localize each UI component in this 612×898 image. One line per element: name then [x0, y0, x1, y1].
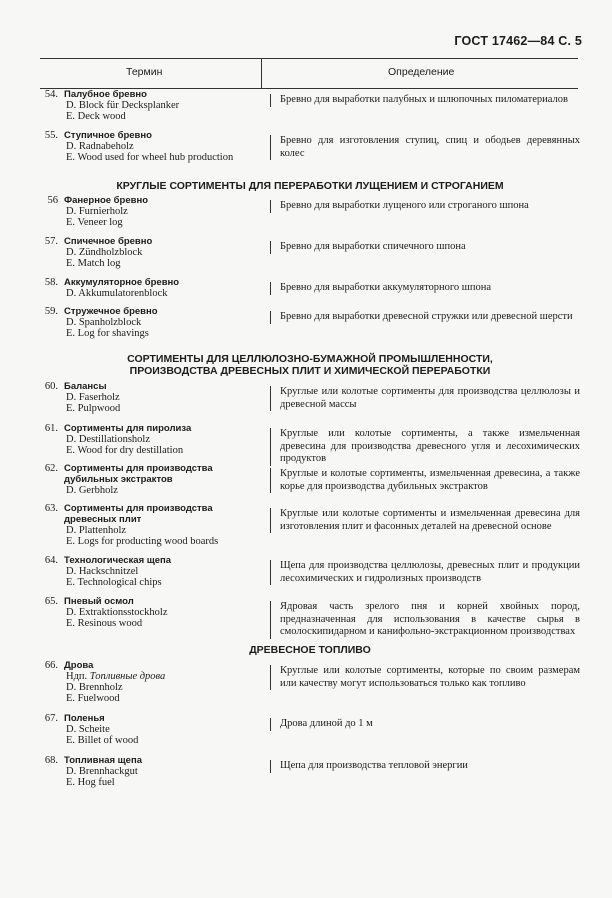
term-name: Палубное бревно: [64, 89, 147, 100]
term-name: Спичечное бревно: [64, 236, 153, 247]
term-cell: [40, 236, 256, 269]
term-english: E. Deck wood: [66, 111, 126, 122]
term-cell: [40, 555, 256, 588]
entry-number: 68.: [44, 755, 58, 766]
term-cell: [40, 195, 256, 228]
term-definition: Ядровая часть зрелого пня и корней хвойных пород, предназначенная для использования в качестве сырья в смолоскипидарном и канифольно-экстракционном производствах: [270, 601, 580, 639]
entry-number: 61.: [44, 423, 58, 434]
section-heading-peeling: КРУГЛЫЕ СОРТИМЕНТЫ ДЛЯ ПЕРЕРАБОТКИ ЛУЩЕНИЕМ И СТРОГАНИЕМ: [116, 180, 504, 192]
term-german: D. Destillationsholz: [66, 434, 150, 445]
entry-number: 60.: [44, 381, 58, 392]
term-german: D. Plattenholz: [66, 525, 127, 536]
term-cell: [40, 306, 256, 339]
section-heading-line-1: СОРТИМЕНТЫ ДЛЯ ЦЕЛЛЮЛОЗНО-БУМАЖНОЙ ПРОМЫШЛЕННОСТИ,: [127, 353, 493, 365]
section-heading-pulp-paper: [40, 353, 580, 377]
term-german: D. Spanholzblock: [66, 317, 142, 328]
term-name: Аккумуляторное бревно: [64, 277, 180, 288]
column-header-term: Термин: [126, 66, 163, 78]
term-cell: [40, 660, 256, 704]
entry-number: 56: [47, 195, 58, 206]
term-definition: Бревно для изготовления ступиц, спиц и ободьев деревянных колес: [270, 135, 580, 160]
term-cell: [40, 713, 256, 746]
term-cell: [40, 277, 256, 299]
term-deprecated: [40, 671, 256, 682]
term-english: E. Pulpwood: [66, 403, 121, 414]
term-german: D. Scheite: [66, 724, 110, 735]
term-definition: Бревно для выработки древесной стружки или древесной шерсти: [270, 311, 580, 324]
deprecated-term: Топливные дрова: [89, 671, 166, 682]
term-english: E. Technological chips: [66, 577, 162, 588]
term-german: D. Akkumulatorenblock: [66, 288, 168, 299]
term-name: Дрова: [64, 660, 94, 671]
term-definition: Бревно для выработки палубных и шлюпочных пиломатериалов: [270, 94, 580, 107]
section-heading-fuel-wood: ДРЕВЕСНОЕ ТОПЛИВО: [249, 644, 371, 656]
entry-number: 55.: [44, 130, 58, 141]
term-english: E. Billet of wood: [66, 735, 139, 746]
entry-number: 63.: [44, 503, 58, 514]
term-name: Сортименты для производства древесных плит: [64, 503, 213, 525]
term-english: E. Logs for producting wood boards: [66, 536, 219, 547]
term-name: Ступичное бревно: [64, 130, 152, 141]
term-german: D. Extraktionsstockholz: [66, 607, 168, 618]
term-name: Пневый осмол: [64, 596, 134, 607]
term-german: D. Hackschnitzel: [66, 566, 139, 577]
term-german: D. Brennhackgut: [66, 766, 138, 777]
term-english: E. Log for shavings: [66, 328, 149, 339]
term-english: E. Veneer log: [66, 217, 123, 228]
term-english: E. Fuelwood: [66, 693, 120, 704]
term-cell: [40, 130, 256, 163]
term-english: E. Hog fuel: [66, 777, 115, 788]
term-name: Сортименты для пиролиза: [64, 423, 192, 434]
term-cell: [40, 463, 256, 496]
term-english: E. Resinous wood: [66, 618, 143, 629]
term-definition: Круглые и колотые сортименты, измельченная древесина, а также корье для производства дубильных экстрактов: [270, 468, 580, 493]
term-definition: Щепа для производства тепловой энергии: [270, 760, 580, 773]
term-name: Балансы: [64, 381, 107, 392]
term-definition: Круглые или колотые сортименты, которые по своим размерам или качеству могут использоваться только как топливо: [270, 665, 580, 690]
term-definition: Щепа для производства целлюлозы, древесных плит и продукции лесохимических и гидролизных производств: [270, 560, 580, 585]
term-cell: [40, 423, 256, 456]
term-name: Фанерное бревно: [64, 195, 149, 206]
column-header-definition: Определение: [388, 66, 455, 78]
entry-number: 58.: [44, 277, 58, 288]
entry-number: 65.: [44, 596, 58, 607]
table-header-divider: [261, 58, 262, 88]
table-top-rule: [40, 58, 578, 59]
page-header-doc-code: ГОСТ 17462—84 С. 5: [454, 34, 582, 48]
entry-number: 64.: [44, 555, 58, 566]
term-german: D. Faserholz: [66, 392, 120, 403]
entry-number: 62.: [44, 463, 58, 474]
term-german: D. Block für Decksplanker: [66, 100, 180, 111]
term-definition: Круглые или колотые сортименты, а также измельченная древесина для производства древесного угля и лесохимических продуктов: [270, 428, 580, 466]
entry-number: 67.: [44, 713, 58, 724]
term-definition: Бревно для выработки спичечного шпона: [270, 241, 580, 254]
term-german: D. Furnierholz: [66, 206, 128, 217]
term-cell: [40, 596, 256, 629]
term-definition: Дрова длиной до 1 м: [270, 718, 580, 731]
entry-number: 66.: [44, 660, 58, 671]
term-german: D. Radnabeholz: [66, 141, 134, 152]
term-definition: Круглые или колотые сортименты для производства целлюлозы и древесной массы: [270, 386, 580, 411]
term-name: Топливная щепа: [64, 755, 142, 766]
term-german: D. Zündholzblock: [66, 247, 143, 258]
term-cell: [40, 503, 256, 547]
term-cell: [40, 755, 256, 788]
term-german: D. Brennholz: [66, 682, 123, 693]
term-definition: Бревно для выработки аккумуляторного шпона: [270, 282, 580, 295]
term-definition: Бревно для выработки лущеного или строганого шпона: [270, 200, 580, 213]
entry-number: 57.: [44, 236, 58, 247]
section-heading-line-2: ПРОИЗВОДСТВА ДРЕВЕСНЫХ ПЛИТ И ХИМИЧЕСКОЙ ПЕРЕРАБОТКИ: [129, 365, 491, 377]
deprecated-label: Ндп.: [66, 671, 88, 682]
term-english: E. Wood for dry destillation: [66, 445, 184, 456]
term-cell: [40, 381, 256, 414]
term-german: D. Gerbholz: [66, 485, 118, 496]
term-name: Технологическая щепа: [64, 555, 172, 566]
term-english: E. Match log: [66, 258, 121, 269]
term-english: E. Wood used for wheel hub production: [66, 152, 234, 163]
term-name: Стружечное бревно: [64, 306, 158, 317]
term-name: Сортименты для производства дубильных экстрактов: [64, 463, 213, 485]
term-cell: [40, 89, 256, 122]
term-definition: Круглые или колотые сортименты и измельченная древесина для изготовления плит и фасонных деталей на древесной основе: [270, 508, 580, 533]
term-name: Поленья: [64, 713, 105, 724]
entry-number: 54.: [44, 89, 58, 100]
entry-number: 59.: [44, 306, 58, 317]
